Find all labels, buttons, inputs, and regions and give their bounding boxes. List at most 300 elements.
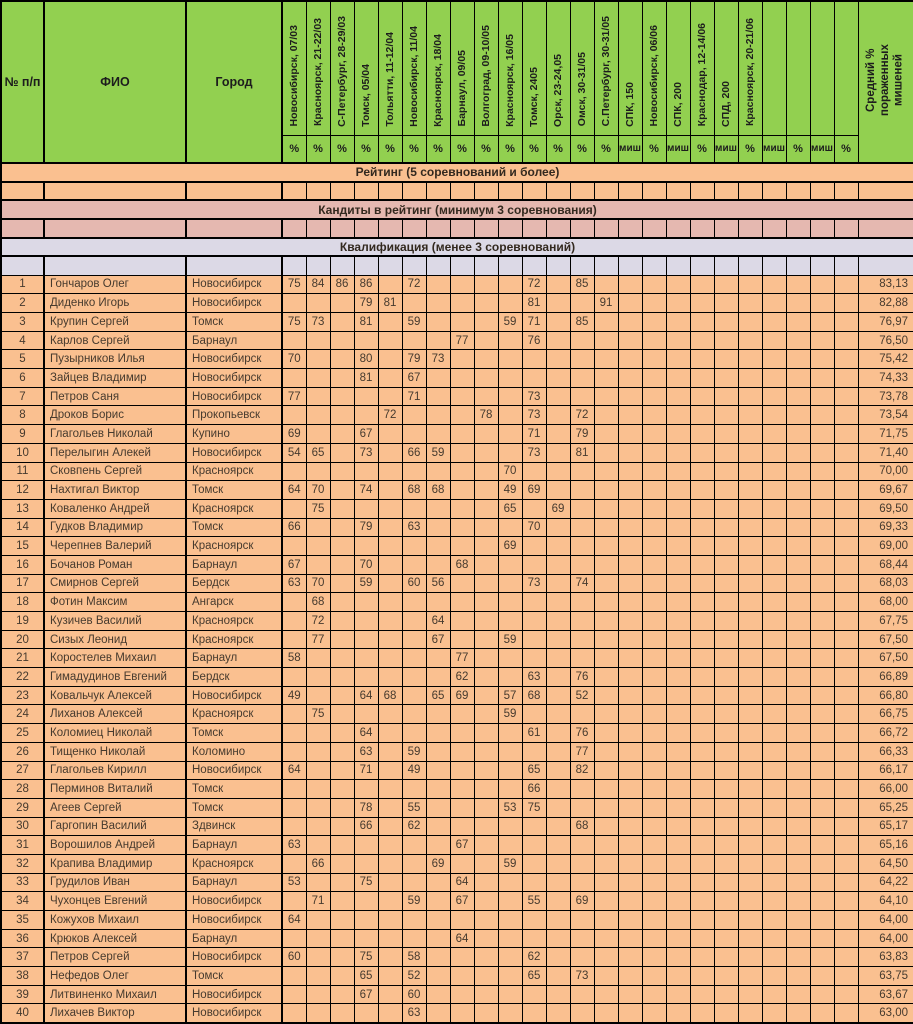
- score-cell[interactable]: [378, 499, 402, 518]
- score-cell[interactable]: [810, 275, 834, 294]
- empty-cell[interactable]: [570, 256, 594, 275]
- score-cell[interactable]: 74: [570, 574, 594, 593]
- empty-cell[interactable]: [642, 219, 666, 238]
- score-cell[interactable]: [450, 313, 474, 332]
- score-cell[interactable]: [618, 481, 642, 500]
- score-cell[interactable]: [378, 724, 402, 743]
- empty-cell[interactable]: [810, 219, 834, 238]
- competition-header-empty[interactable]: [762, 1, 786, 135]
- score-cell[interactable]: [570, 537, 594, 556]
- score-cell[interactable]: [546, 1004, 570, 1023]
- header-fio[interactable]: ФИО: [44, 1, 186, 163]
- score-cell[interactable]: [690, 817, 714, 836]
- score-cell[interactable]: [618, 892, 642, 911]
- score-cell[interactable]: [834, 761, 858, 780]
- score-cell[interactable]: [498, 275, 522, 294]
- score-cell[interactable]: [474, 985, 498, 1004]
- score-cell[interactable]: [594, 985, 618, 1004]
- score-cell[interactable]: [594, 668, 618, 687]
- score-cell[interactable]: [546, 967, 570, 986]
- score-cell[interactable]: [786, 705, 810, 724]
- avg-cell[interactable]: 74,33: [858, 369, 913, 388]
- score-cell[interactable]: [666, 462, 690, 481]
- avg-cell[interactable]: 68,03: [858, 574, 913, 593]
- competition-header[interactable]: [738, 1, 762, 135]
- score-cell[interactable]: [426, 967, 450, 986]
- empty-cell[interactable]: [44, 182, 186, 201]
- name-cell[interactable]: Ковальчук Алексей: [44, 686, 186, 705]
- section-title[interactable]: Рейтинг (5 соревнований и более): [1, 163, 913, 182]
- empty-cell[interactable]: [618, 256, 642, 275]
- score-cell[interactable]: [738, 537, 762, 556]
- empty-cell[interactable]: [834, 256, 858, 275]
- score-cell[interactable]: [714, 892, 738, 911]
- score-cell[interactable]: 69: [450, 686, 474, 705]
- score-cell[interactable]: [714, 593, 738, 612]
- score-cell[interactable]: [546, 387, 570, 406]
- score-cell[interactable]: [330, 967, 354, 986]
- score-cell[interactable]: [618, 705, 642, 724]
- score-cell[interactable]: [738, 836, 762, 855]
- score-cell[interactable]: 64: [450, 929, 474, 948]
- score-cell[interactable]: [594, 742, 618, 761]
- score-cell[interactable]: [546, 462, 570, 481]
- score-cell[interactable]: [378, 649, 402, 668]
- header-row-number[interactable]: № п/п: [1, 1, 44, 163]
- empty-cell[interactable]: [426, 182, 450, 201]
- score-cell[interactable]: [666, 742, 690, 761]
- score-cell[interactable]: 81: [570, 443, 594, 462]
- score-cell[interactable]: [474, 854, 498, 873]
- score-cell[interactable]: 73: [426, 350, 450, 369]
- score-cell[interactable]: [666, 387, 690, 406]
- score-cell[interactable]: [738, 911, 762, 930]
- score-cell[interactable]: [474, 929, 498, 948]
- score-cell[interactable]: [282, 406, 306, 425]
- score-cell[interactable]: [714, 911, 738, 930]
- score-cell[interactable]: [762, 462, 786, 481]
- score-cell[interactable]: [450, 574, 474, 593]
- score-cell[interactable]: 81: [522, 294, 546, 313]
- empty-cell[interactable]: [666, 182, 690, 201]
- score-cell[interactable]: [642, 761, 666, 780]
- score-cell[interactable]: [354, 854, 378, 873]
- score-cell[interactable]: [450, 518, 474, 537]
- score-cell[interactable]: 60: [402, 574, 426, 593]
- score-cell[interactable]: [666, 443, 690, 462]
- score-cell[interactable]: [354, 593, 378, 612]
- score-cell[interactable]: [810, 686, 834, 705]
- competition-header-empty[interactable]: [834, 1, 858, 135]
- score-cell[interactable]: [762, 630, 786, 649]
- score-cell[interactable]: [570, 555, 594, 574]
- score-cell[interactable]: [306, 369, 330, 388]
- score-cell[interactable]: [594, 313, 618, 332]
- score-cell[interactable]: [810, 630, 834, 649]
- score-cell[interactable]: [306, 817, 330, 836]
- avg-cell[interactable]: 71,40: [858, 443, 913, 462]
- competition-header[interactable]: [378, 1, 402, 135]
- score-cell[interactable]: [546, 555, 570, 574]
- score-cell[interactable]: [642, 275, 666, 294]
- score-cell[interactable]: [690, 612, 714, 631]
- score-cell[interactable]: [618, 929, 642, 948]
- score-cell[interactable]: [594, 1004, 618, 1023]
- empty-cell[interactable]: [666, 219, 690, 238]
- score-cell[interactable]: 76: [570, 724, 594, 743]
- score-cell[interactable]: [378, 929, 402, 948]
- score-cell[interactable]: 73: [522, 574, 546, 593]
- score-cell[interactable]: [498, 1004, 522, 1023]
- score-cell[interactable]: [810, 761, 834, 780]
- score-cell[interactable]: [762, 967, 786, 986]
- score-cell[interactable]: [762, 761, 786, 780]
- score-cell[interactable]: [834, 967, 858, 986]
- score-cell[interactable]: [762, 649, 786, 668]
- score-cell[interactable]: [690, 275, 714, 294]
- empty-cell[interactable]: [306, 219, 330, 238]
- empty-cell[interactable]: [834, 182, 858, 201]
- score-cell[interactable]: [834, 892, 858, 911]
- score-cell[interactable]: [450, 1004, 474, 1023]
- score-cell[interactable]: 67: [354, 425, 378, 444]
- score-cell[interactable]: [546, 630, 570, 649]
- score-cell[interactable]: [594, 836, 618, 855]
- score-cell[interactable]: [306, 948, 330, 967]
- score-cell[interactable]: [546, 929, 570, 948]
- score-cell[interactable]: 81: [378, 294, 402, 313]
- score-cell[interactable]: [522, 462, 546, 481]
- name-cell[interactable]: Дроков Борис: [44, 406, 186, 425]
- score-cell[interactable]: [810, 1004, 834, 1023]
- city-cell[interactable]: Новосибирск: [186, 350, 282, 369]
- score-cell[interactable]: [690, 518, 714, 537]
- score-cell[interactable]: [546, 350, 570, 369]
- score-cell[interactable]: [714, 425, 738, 444]
- score-cell[interactable]: [762, 948, 786, 967]
- score-cell[interactable]: 86: [354, 275, 378, 294]
- score-cell[interactable]: [834, 948, 858, 967]
- score-cell[interactable]: [834, 649, 858, 668]
- score-cell[interactable]: [714, 331, 738, 350]
- score-cell[interactable]: [666, 481, 690, 500]
- score-cell[interactable]: [786, 555, 810, 574]
- score-cell[interactable]: 58: [282, 649, 306, 668]
- score-cell[interactable]: [786, 985, 810, 1004]
- score-cell[interactable]: [738, 499, 762, 518]
- score-cell[interactable]: [450, 742, 474, 761]
- score-cell[interactable]: 59: [498, 313, 522, 332]
- score-cell[interactable]: [330, 686, 354, 705]
- score-cell[interactable]: [546, 518, 570, 537]
- score-cell[interactable]: [762, 873, 786, 892]
- score-cell[interactable]: 73: [522, 387, 546, 406]
- score-cell[interactable]: [522, 873, 546, 892]
- avg-cell[interactable]: 63,75: [858, 967, 913, 986]
- score-cell[interactable]: [786, 649, 810, 668]
- score-cell[interactable]: [474, 649, 498, 668]
- score-cell[interactable]: [402, 686, 426, 705]
- score-cell[interactable]: [594, 911, 618, 930]
- city-cell[interactable]: Прокопьевск: [186, 406, 282, 425]
- score-cell[interactable]: [762, 350, 786, 369]
- avg-cell[interactable]: 66,75: [858, 705, 913, 724]
- score-cell[interactable]: [498, 742, 522, 761]
- score-cell[interactable]: 67: [402, 369, 426, 388]
- score-cell[interactable]: 82: [570, 761, 594, 780]
- row-num-cell[interactable]: 20: [1, 630, 44, 649]
- score-cell[interactable]: [306, 331, 330, 350]
- empty-cell[interactable]: [546, 182, 570, 201]
- city-cell[interactable]: Новосибирск: [186, 686, 282, 705]
- row-num-cell[interactable]: 36: [1, 929, 44, 948]
- score-cell[interactable]: 71: [402, 387, 426, 406]
- score-cell[interactable]: [378, 780, 402, 799]
- score-cell[interactable]: [738, 892, 762, 911]
- score-cell[interactable]: [282, 612, 306, 631]
- score-cell[interactable]: [738, 929, 762, 948]
- score-cell[interactable]: [738, 331, 762, 350]
- score-cell[interactable]: [522, 929, 546, 948]
- score-cell[interactable]: [834, 462, 858, 481]
- name-cell[interactable]: Гимадудинов Евгений: [44, 668, 186, 687]
- score-cell[interactable]: [642, 387, 666, 406]
- score-cell[interactable]: [786, 668, 810, 687]
- score-cell[interactable]: [786, 892, 810, 911]
- score-cell[interactable]: [786, 1004, 810, 1023]
- score-cell[interactable]: 74: [354, 481, 378, 500]
- score-cell[interactable]: [786, 425, 810, 444]
- score-cell[interactable]: [666, 612, 690, 631]
- score-cell[interactable]: 65: [426, 686, 450, 705]
- score-cell[interactable]: [762, 406, 786, 425]
- score-cell[interactable]: [810, 967, 834, 986]
- score-cell[interactable]: [786, 387, 810, 406]
- score-cell[interactable]: 59: [426, 443, 450, 462]
- score-cell[interactable]: [546, 873, 570, 892]
- subheader-cell[interactable]: %: [594, 135, 618, 163]
- score-cell[interactable]: 71: [522, 425, 546, 444]
- score-cell[interactable]: 72: [570, 406, 594, 425]
- score-cell[interactable]: [762, 985, 786, 1004]
- score-cell[interactable]: 60: [282, 948, 306, 967]
- score-cell[interactable]: [282, 593, 306, 612]
- score-cell[interactable]: [402, 537, 426, 556]
- score-cell[interactable]: 69: [282, 425, 306, 444]
- score-cell[interactable]: [786, 350, 810, 369]
- score-cell[interactable]: [474, 780, 498, 799]
- score-cell[interactable]: [474, 518, 498, 537]
- score-cell[interactable]: [834, 911, 858, 930]
- score-cell[interactable]: [834, 873, 858, 892]
- score-cell[interactable]: [426, 668, 450, 687]
- score-cell[interactable]: [546, 275, 570, 294]
- score-cell[interactable]: [834, 593, 858, 612]
- score-cell[interactable]: [714, 854, 738, 873]
- score-cell[interactable]: [330, 668, 354, 687]
- score-cell[interactable]: [690, 967, 714, 986]
- score-cell[interactable]: [666, 555, 690, 574]
- name-cell[interactable]: Нефедов Олег: [44, 967, 186, 986]
- score-cell[interactable]: [402, 406, 426, 425]
- score-cell[interactable]: [762, 742, 786, 761]
- score-cell[interactable]: [642, 406, 666, 425]
- city-cell[interactable]: Барнаул: [186, 873, 282, 892]
- competition-header[interactable]: [714, 1, 738, 135]
- score-cell[interactable]: [402, 555, 426, 574]
- score-cell[interactable]: 64: [282, 481, 306, 500]
- score-cell[interactable]: [786, 798, 810, 817]
- empty-cell[interactable]: [306, 182, 330, 201]
- score-cell[interactable]: [786, 911, 810, 930]
- score-cell[interactable]: [738, 612, 762, 631]
- score-cell[interactable]: [834, 294, 858, 313]
- score-cell[interactable]: [714, 817, 738, 836]
- score-cell[interactable]: [330, 350, 354, 369]
- score-cell[interactable]: 77: [570, 742, 594, 761]
- score-cell[interactable]: [330, 537, 354, 556]
- score-cell[interactable]: [810, 369, 834, 388]
- score-cell[interactable]: [786, 369, 810, 388]
- score-cell[interactable]: [474, 967, 498, 986]
- score-cell[interactable]: [738, 313, 762, 332]
- score-cell[interactable]: [594, 387, 618, 406]
- avg-cell[interactable]: 64,22: [858, 873, 913, 892]
- score-cell[interactable]: [810, 350, 834, 369]
- score-cell[interactable]: [834, 350, 858, 369]
- empty-cell[interactable]: [402, 182, 426, 201]
- score-cell[interactable]: [618, 742, 642, 761]
- score-cell[interactable]: [306, 387, 330, 406]
- score-cell[interactable]: 79: [354, 294, 378, 313]
- empty-cell[interactable]: [450, 219, 474, 238]
- city-cell[interactable]: Купино: [186, 425, 282, 444]
- score-cell[interactable]: [546, 537, 570, 556]
- competition-header[interactable]: [522, 1, 546, 135]
- score-cell[interactable]: [474, 350, 498, 369]
- empty-cell[interactable]: [762, 182, 786, 201]
- section-title[interactable]: Квалификация (менее 3 соревнований): [1, 238, 913, 257]
- score-cell[interactable]: 59: [498, 705, 522, 724]
- empty-cell[interactable]: [330, 256, 354, 275]
- score-cell[interactable]: [618, 873, 642, 892]
- score-cell[interactable]: [570, 630, 594, 649]
- score-cell[interactable]: [786, 873, 810, 892]
- score-cell[interactable]: [642, 686, 666, 705]
- empty-cell[interactable]: [378, 256, 402, 275]
- score-cell[interactable]: [378, 705, 402, 724]
- score-cell[interactable]: 71: [354, 761, 378, 780]
- score-cell[interactable]: [618, 406, 642, 425]
- score-cell[interactable]: [498, 967, 522, 986]
- score-cell[interactable]: [474, 593, 498, 612]
- score-cell[interactable]: 69: [498, 537, 522, 556]
- score-cell[interactable]: [714, 724, 738, 743]
- score-cell[interactable]: [666, 873, 690, 892]
- score-cell[interactable]: [522, 649, 546, 668]
- score-cell[interactable]: 64: [282, 911, 306, 930]
- score-cell[interactable]: [594, 518, 618, 537]
- score-cell[interactable]: [714, 369, 738, 388]
- name-cell[interactable]: Нахтигал Виктор: [44, 481, 186, 500]
- score-cell[interactable]: [546, 668, 570, 687]
- score-cell[interactable]: 70: [498, 462, 522, 481]
- header-average[interactable]: [858, 1, 913, 163]
- row-num-cell[interactable]: 25: [1, 724, 44, 743]
- score-cell[interactable]: [546, 294, 570, 313]
- score-cell[interactable]: [546, 948, 570, 967]
- city-cell[interactable]: Новосибирск: [186, 387, 282, 406]
- row-num-cell[interactable]: 27: [1, 761, 44, 780]
- score-cell[interactable]: [690, 742, 714, 761]
- score-cell[interactable]: [834, 780, 858, 799]
- city-cell[interactable]: Новосибирск: [186, 948, 282, 967]
- score-cell[interactable]: [738, 555, 762, 574]
- score-cell[interactable]: [786, 612, 810, 631]
- score-cell[interactable]: [690, 593, 714, 612]
- score-cell[interactable]: [594, 724, 618, 743]
- score-cell[interactable]: [666, 798, 690, 817]
- empty-cell[interactable]: [690, 219, 714, 238]
- competition-header-empty[interactable]: [786, 1, 810, 135]
- score-cell[interactable]: [426, 425, 450, 444]
- empty-cell[interactable]: [354, 256, 378, 275]
- score-cell[interactable]: [474, 630, 498, 649]
- score-cell[interactable]: 69: [522, 481, 546, 500]
- score-cell[interactable]: [426, 462, 450, 481]
- avg-cell[interactable]: 64,00: [858, 911, 913, 930]
- score-cell[interactable]: [282, 724, 306, 743]
- row-num-cell[interactable]: 26: [1, 742, 44, 761]
- city-cell[interactable]: Новосибирск: [186, 294, 282, 313]
- score-cell[interactable]: [762, 929, 786, 948]
- score-cell[interactable]: [738, 724, 762, 743]
- score-cell[interactable]: 60: [402, 985, 426, 1004]
- score-cell[interactable]: [762, 481, 786, 500]
- score-cell[interactable]: [474, 331, 498, 350]
- subheader-cell[interactable]: миш: [762, 135, 786, 163]
- score-cell[interactable]: [642, 518, 666, 537]
- score-cell[interactable]: [738, 948, 762, 967]
- score-cell[interactable]: [546, 425, 570, 444]
- empty-cell[interactable]: [594, 182, 618, 201]
- score-cell[interactable]: [498, 406, 522, 425]
- score-cell[interactable]: [786, 761, 810, 780]
- score-cell[interactable]: [498, 668, 522, 687]
- score-cell[interactable]: [618, 593, 642, 612]
- score-cell[interactable]: [786, 780, 810, 799]
- score-cell[interactable]: [354, 462, 378, 481]
- score-cell[interactable]: [594, 705, 618, 724]
- score-cell[interactable]: [354, 705, 378, 724]
- subheader-cell[interactable]: %: [306, 135, 330, 163]
- city-cell[interactable]: Томск: [186, 798, 282, 817]
- score-cell[interactable]: 70: [306, 574, 330, 593]
- score-cell[interactable]: [522, 350, 546, 369]
- score-cell[interactable]: [402, 462, 426, 481]
- score-cell[interactable]: [642, 668, 666, 687]
- score-cell[interactable]: [810, 668, 834, 687]
- score-cell[interactable]: [810, 518, 834, 537]
- score-cell[interactable]: [618, 854, 642, 873]
- row-num-cell[interactable]: 3: [1, 313, 44, 332]
- score-cell[interactable]: [666, 313, 690, 332]
- avg-cell[interactable]: 66,72: [858, 724, 913, 743]
- row-num-cell[interactable]: 33: [1, 873, 44, 892]
- score-cell[interactable]: [378, 443, 402, 462]
- score-cell[interactable]: [786, 854, 810, 873]
- score-cell[interactable]: [738, 854, 762, 873]
